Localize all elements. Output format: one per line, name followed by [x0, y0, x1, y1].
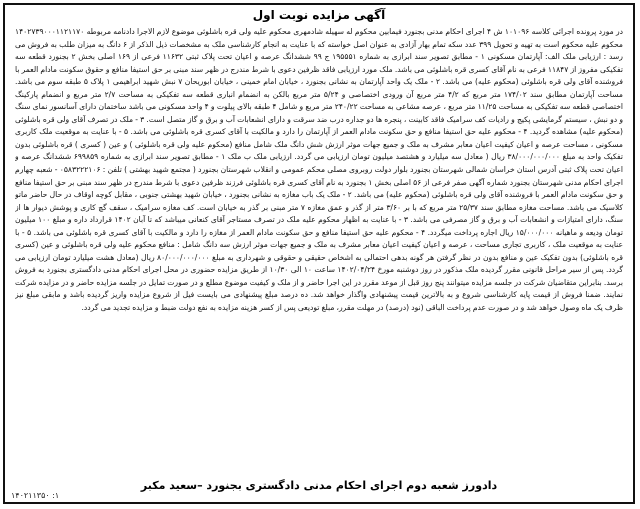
notice-body: [15, 26, 623, 468]
notice-signature: دادورز شعبه دوم اجرای احکام مدنی دادگستری بجنورد –سعید مکبر: [140, 479, 498, 492]
auction-notice: [3, 3, 635, 504]
notice-title: آگهی مزایده نوبت اول: [252, 8, 386, 22]
notice-reference-code: ۱۴۰۲۱۱۳۵۰ :۱: [11, 491, 60, 500]
notice-body-text: در مورد پرونده اجرائی کلاسه ۱۰۱۰۹۶ ش ۴ اجرای احکام مدنی بجنورد فیمابین محکوم له سهیله شادمهری محکوم علیه ولی قره باشلوئی موضوع لازم الاجرا دادنامه مربوطه ۱۴۰۲۷۳۹۰۰۰۱۱۲۱۱۷۰ محکوم علیه محکوم است به تهیه و تحویل ۳۹۹ عدد سکه تمام بهار آزادی به عنوان اصل خواسته که با عنایت به انجام کارشناسی ملک به مشخصات ذیل الذکر از ۶ دانگ به میزان طلب به فروش می رسد : ارزیابی ملک الف: آپارتمان مسکونی ۱ - مطابق تصویر سند ابرازی به شماره ۱۹۵۵۵۱ ج ۹۹ ششدانگ عرصه و اعیان تحت پلاک ثبتی ۱۱۶۳۲ فرعی از ۱۶۹ اصلی بخش ۲ بجنورد قطعه سه تفکیکی مفروز از ۱۱۸۴۷ فرعی به نام آقای کسری قره باشلوئی می باشد. ملک مورد ارزیابی فاقد ظرفین دعوی با شرط مندرج در ظهر سند مبنی بر حق استیفا منافع و حقوق سکونت مادام العمر با فروشنده آقای ولی قره باشلوئی (محکوم علیه) می باشد. ۲ - ملک یک واحد آپارتمان به نشانی بجنورد ، خیابان امام خمینی ، خیابان ابوریحان ۷ نبش شهید ابراهیمی ۱ پلاک ۵ طبقه سوم می باشد. مساحت آپارتمان مطابق سند ۱۷۴/۰۲ متر مربع که ۴/۲ متر مربع آن ورودی اختصاصی و ۵/۲۴ متر مربع بالکن به انضمام انباری قطعه سه تفکیکی به مساحت ۲/۷ متر مربع و انضمام پارکینگ اختصاصی قطعه سه تفکیکی به مساحت ۱۱/۲۵ متر مربع ، عرصه مشاعی به مساحت ۲۴۰/۲۲ متر مربع و شامل ۴ طبقه بالای پیلوت و ۴ واحد مسکونی می باشد ساختمان دارای آسانسور نمای سنگ و دو نبش ، سیستم گرمایشی پکیج و رادیات کف سرامیک فاقد کابینت ، پنجره ها دو جداره درب ضد سرقت و دارای انشعابات آب و برق و گاز متصل است. ۳ - ملک در تصرف آقای ولی قره باشلوئی (محکوم علیه) مشاهده گردید. ۴ - محکوم علیه حق استیفا منافع و حق سکونت مادام العمر از آپارتمان را دارد و مالکیت با آقای کسری قره باشلوئی می باشد. ۵ - با عنایت به موقعیت ملک کاربری مسکونی ، مساحت عرصه و اعیان کیفیت اعیان معابر مشرف به ملک و جمیع جهات موثر ارزش شش دانگ ملک شامل منافع (محکوم علیه ولی قره باشلوئی ) و عین ( کسری ) قره باشلوئی بدون تفکیک واحد به مبلغ ۳۸/۰۰۰/۰۰۰/۰۰۰ ریال ( معادل سه میلیارد و هشتصد میلیون تومان ارزیابی می گردد. ارزیابی ملک ب ملک ۱ - مطابق تصویر سند ابرازی به شماره ۶۹۹۸۵۹ ششدانگ عرصه و اعیان تحت پلاک ثبتی آدرس استان خراسان شمالی شهرستان بجنورد بلوار دولت روبروی مصلی محکم عمومی و انقلاب شهرستان بجنورد ( مجتمع شهید بهشتی ) تلفن : ۰۵۸۳۲۲۲۱۰۶ - شعبه چهارم اجرای احکام مدنی شهرستان بجنورد شماره آگهی صفر فرعی از ۵۶ اصلی بخش ۱ بجنورد به نام آقای کسری قره باشلوئی فرزند ظرفین دعوی با شرط مندرج در ظهر سند مبنی بر حق استیفا منافع و حق سکونت مادام العمر با فروشنده آقای ولی قره باشلوئی (محکوم علیه) می باشد. ۲ - ملک یک باب مغازه به نشانی بجنورد ، خیابان شهید بهشتی جنوبی ، مقابل کوچه اوقاف در حال حاضر ماتو کلاسیک می باشد. مساحت مغازه مطابق سند ۲۵/۳۷ متر مربع که با بر ۳/۶۰ متر از گذر و عمق مغازه ۷ متر مبنی بر گذر به خیابان است. کف مغازه سرامیک ، سقف گچ کاری و پوشش دیوار ها از سنگ، دارای امتیازات و انشعابات آب و برق و گاز مصرفی می باشد. ۳ - با عنایت به اظهار محکوم علیه ملک در تصرف مستاجر آقای کنعانی میباشد که تا آبان ۱۴۰۲ قرارداد داره و مبلغ ۱۰۰ میلیون تومان ودیعه و ماهیانه ۱۵/۰۰۰/۰۰۰ ریال اجاره پرداخت میگردد. ۴ - محکوم علیه حق استیفا منافع و حق سکونت مادام العمر از مغازه را دارد و مالکیت با آقای کسری قره باشلوئی می باشد. ۵ - با عنایت به موقعیت ملک ، کاربری تجاری مساحت ، عرصه و اعیان کیفیت اعیان معابر مشرف به ملک و جمیع جهات موثر ارزش سه دانگ شامل : منافع محکوم علیه ولی قره باشلوئی و عین (کسری قره باشلوئی) بدون تفکیک عین و منافع بدون در نظر گرفتن هر گونه بدهی احتمالی به اشخاص حقیقی و حقوقی و شهرداری به مبلغ ۸۰/۰۰۰/۰۰۰/۰۰۰ ریال (معادل هشت میلیارد تومان ارزیابی می گردد. پس از سیر مراحل قانونی مقرر گردیده ملک مذکور در روز دوشنبه مورخ ۱۴۰۲/۰۴/۲۴ ساعت ۱۰ الی ۱۰/۳۰ از طریق مزایده حضوری در محل اجرای احکام مدنی دادگستری بجنورد به فروش برسد. بنابراین متقاضیان شرکت در جلسه مزایده میتوانند پنج روز قبل از موعد مقرر در این اجرا حاضر و از ملک و کیفیت موضوع مطلع و در صورت تمایل در جلسه مزایده حاضر و در مزایده شرکت نمایند. ضمنا فروش از قیمت پایه کارشناسی شروع و به بالاترین قیمت پیشنهادی واگذار خواهد شد. ده درصد مبلغ پیشنهادی می بایست فیل از شروع مزایده واریز گردیده باشد و مابقی مبلغ نیز ظرف یک ماه وصول خواهد شد و در صورت عدم پرداخت الباقی (نود (درصد) در مهلت مقرر، مبلغ تودیعی پس از کسر هزینه مزایده به نفع دولت ضبط و مزایده تجدید می گردد.: [15, 27, 623, 313]
